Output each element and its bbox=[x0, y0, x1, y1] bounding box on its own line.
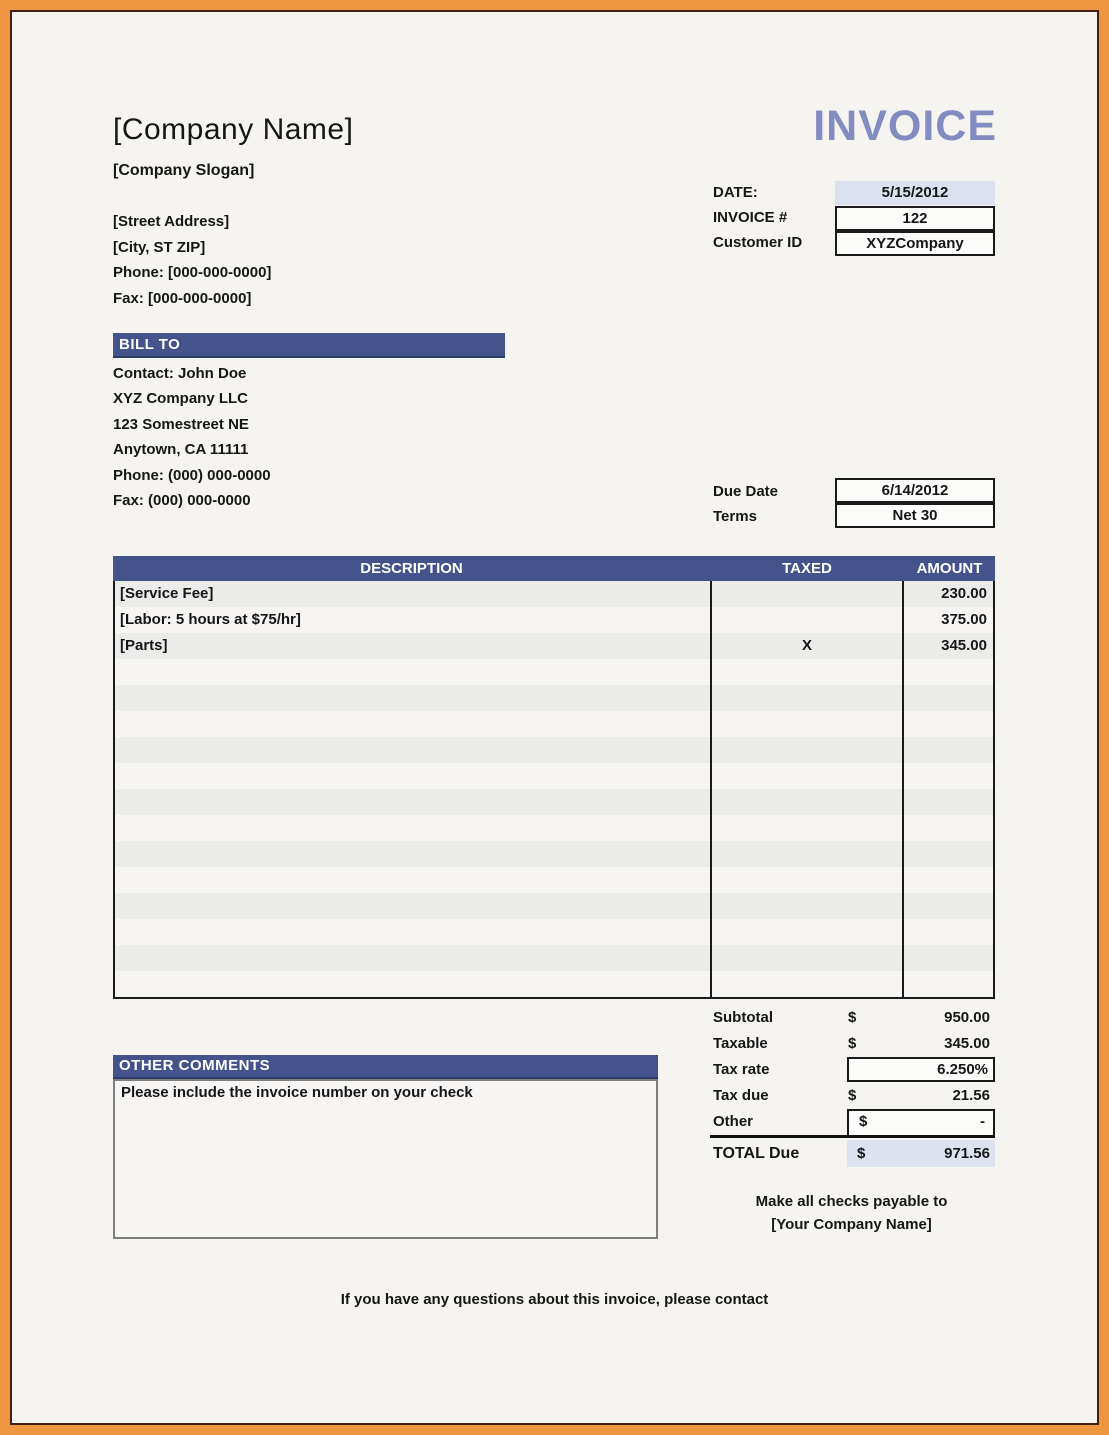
bill-to-city: Anytown, CA 11111 bbox=[113, 441, 249, 459]
tax-due-label: Tax due bbox=[713, 1087, 769, 1104]
empty-cell bbox=[710, 711, 904, 737]
empty-cell bbox=[710, 815, 904, 841]
table-row bbox=[115, 633, 993, 659]
contact-note: If you have any questions about this invoice, please contact bbox=[340, 1291, 769, 1308]
subtotal-row bbox=[708, 1005, 995, 1031]
table-row-empty bbox=[115, 893, 993, 919]
checks-payable-line1: Make all checks payable to bbox=[755, 1193, 948, 1210]
item-taxed: X bbox=[710, 633, 904, 659]
customer-id-label: Customer ID bbox=[713, 234, 803, 251]
other-label: Other bbox=[713, 1113, 754, 1130]
empty-cell bbox=[710, 789, 904, 815]
empty-cell bbox=[904, 659, 993, 685]
item-amount: 375.00 bbox=[941, 611, 987, 628]
company-city: [City, ST ZIP] bbox=[113, 239, 206, 256]
taxable-label: Taxable bbox=[713, 1035, 768, 1052]
empty-cell bbox=[115, 789, 710, 815]
tax-due-currency: $ bbox=[848, 1087, 857, 1104]
empty-cell bbox=[710, 841, 904, 867]
customer-id-field: XYZCompany bbox=[835, 231, 995, 256]
invoice-number-field: 122 bbox=[835, 206, 995, 231]
empty-cell bbox=[710, 867, 904, 893]
taxable-value: 345.00 bbox=[944, 1035, 990, 1052]
tax-due-value: 21.56 bbox=[952, 1087, 990, 1104]
company-name: [Company Name] bbox=[113, 113, 354, 146]
bill-to-block bbox=[113, 361, 271, 513]
terms-label: Terms bbox=[713, 508, 757, 525]
tax-rate-row bbox=[708, 1057, 995, 1083]
bill-to-phone: Phone: (000) 000-0000 bbox=[113, 466, 271, 484]
items-table-body bbox=[113, 581, 995, 999]
table-row-empty bbox=[115, 711, 993, 737]
due-date-field: 6/14/2012 bbox=[835, 478, 995, 503]
empty-cell bbox=[904, 685, 993, 711]
other-comments-header: OTHER COMMENTS bbox=[113, 1055, 658, 1079]
table-row-empty bbox=[115, 659, 993, 685]
company-phone: Phone: [000-000-0000] bbox=[113, 264, 272, 281]
empty-cell bbox=[710, 945, 904, 971]
empty-cell bbox=[115, 685, 710, 711]
item-taxed bbox=[710, 581, 904, 607]
item-description: [Labor: 5 hours at $75/hr] bbox=[120, 611, 301, 628]
empty-cell bbox=[710, 893, 904, 919]
empty-cell bbox=[904, 919, 993, 945]
item-amount: 345.00 bbox=[941, 637, 987, 654]
company-fax: Fax: [000-000-0000] bbox=[113, 290, 252, 307]
empty-cell bbox=[115, 945, 710, 971]
empty-cell bbox=[710, 685, 904, 711]
invoice-number-label: INVOICE # bbox=[713, 209, 788, 226]
checks-payable-line2: [Your Company Name] bbox=[771, 1216, 932, 1233]
total-divider bbox=[710, 1135, 995, 1138]
empty-cell bbox=[115, 711, 710, 737]
empty-cell bbox=[710, 919, 904, 945]
other-value: - bbox=[980, 1113, 985, 1130]
table-row bbox=[115, 607, 993, 633]
other-currency: $ bbox=[859, 1113, 868, 1130]
other-field bbox=[847, 1109, 995, 1135]
empty-cell bbox=[904, 815, 993, 841]
subtotal-label: Subtotal bbox=[713, 1009, 773, 1026]
item-taxed bbox=[710, 607, 904, 633]
empty-cell bbox=[904, 971, 993, 997]
item-amount: 230.00 bbox=[941, 585, 987, 602]
checks-payable-note bbox=[708, 1190, 995, 1236]
item-description: [Parts] bbox=[120, 637, 168, 654]
table-row-empty bbox=[115, 789, 993, 815]
due-date-label: Due Date bbox=[713, 483, 779, 500]
empty-cell bbox=[115, 919, 710, 945]
empty-cell bbox=[904, 789, 993, 815]
subtotal-value: 950.00 bbox=[944, 1009, 990, 1026]
bill-to-header: BILL TO bbox=[113, 333, 505, 358]
empty-cell bbox=[115, 841, 710, 867]
empty-cell bbox=[115, 763, 710, 789]
taxable-row bbox=[708, 1031, 995, 1057]
table-row-empty bbox=[115, 919, 993, 945]
bill-to-company: XYZ Company LLC bbox=[113, 390, 249, 408]
empty-cell bbox=[710, 659, 904, 685]
table-row-empty bbox=[115, 945, 993, 971]
empty-cell bbox=[710, 971, 904, 997]
tax-rate-field bbox=[847, 1057, 995, 1082]
tax-rate-label: Tax rate bbox=[713, 1061, 770, 1078]
items-table-header bbox=[113, 556, 995, 581]
table-row bbox=[115, 581, 993, 607]
empty-cell bbox=[115, 893, 710, 919]
empty-cell bbox=[115, 815, 710, 841]
totals-section bbox=[708, 1005, 995, 1162]
other-row bbox=[708, 1109, 995, 1135]
total-due-label: TOTAL Due bbox=[713, 1145, 800, 1162]
date-value-field: 5/15/2012 bbox=[835, 181, 995, 205]
table-row-empty bbox=[115, 737, 993, 763]
bill-to-fax: Fax: (000) 000-0000 bbox=[113, 492, 251, 510]
terms-field: Net 30 bbox=[835, 503, 995, 528]
subtotal-currency: $ bbox=[848, 1009, 857, 1026]
empty-cell bbox=[115, 971, 710, 997]
empty-cell bbox=[904, 893, 993, 919]
date-label: DATE: bbox=[713, 184, 758, 201]
table-row-empty bbox=[115, 685, 993, 711]
empty-cell bbox=[115, 737, 710, 763]
column-header-description: DESCRIPTION bbox=[360, 560, 463, 577]
empty-cell bbox=[904, 841, 993, 867]
column-header-taxed: TAXED bbox=[782, 560, 832, 577]
total-due-currency: $ bbox=[857, 1145, 866, 1162]
empty-cell bbox=[710, 737, 904, 763]
company-street: [Street Address] bbox=[113, 213, 230, 230]
bill-to-contact: Contact: John Doe bbox=[113, 365, 247, 382]
table-row-empty bbox=[115, 971, 993, 997]
column-header-amount: AMOUNT bbox=[916, 560, 983, 577]
table-row-empty bbox=[115, 763, 993, 789]
empty-cell bbox=[115, 867, 710, 893]
total-due-row bbox=[708, 1140, 995, 1167]
empty-cell bbox=[904, 763, 993, 789]
empty-cell bbox=[710, 763, 904, 789]
empty-cell bbox=[904, 867, 993, 893]
bill-to-street: 123 Somestreet NE bbox=[113, 415, 249, 433]
taxable-currency: $ bbox=[848, 1035, 857, 1052]
tax-rate-value: 6.250% bbox=[937, 1061, 988, 1078]
other-comments-box: Please include the invoice number on your check bbox=[113, 1079, 658, 1239]
empty-cell bbox=[904, 711, 993, 737]
empty-cell bbox=[115, 659, 710, 685]
company-slogan: [Company Slogan] bbox=[113, 162, 255, 179]
tax-due-row bbox=[708, 1083, 995, 1109]
total-due-field bbox=[847, 1140, 995, 1167]
table-row-empty bbox=[115, 815, 993, 841]
table-row-empty bbox=[115, 841, 993, 867]
total-due-value: 971.56 bbox=[944, 1145, 990, 1162]
empty-cell bbox=[904, 945, 993, 971]
empty-cell bbox=[904, 737, 993, 763]
invoice-page bbox=[10, 10, 1099, 1425]
invoice-title: INVOICE bbox=[813, 102, 997, 150]
table-row-empty bbox=[115, 867, 993, 893]
item-description: [Service Fee] bbox=[120, 585, 214, 602]
